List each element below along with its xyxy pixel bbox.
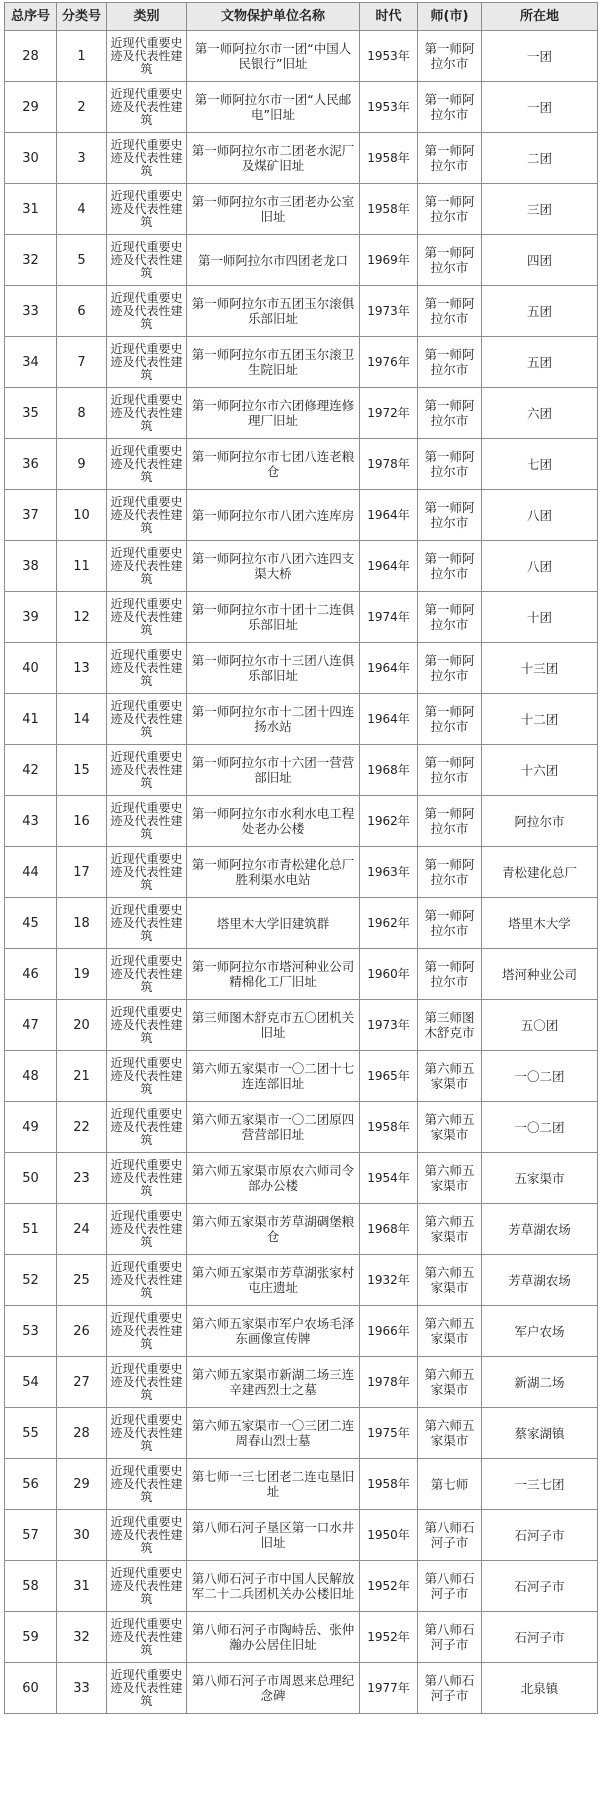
location-cell: 石河子市 (482, 1561, 598, 1612)
era-cell: 1972年 (360, 388, 418, 439)
total-number-cell: 28 (5, 31, 57, 82)
category-cell: 近现代重要史迹及代表性建筑 (107, 184, 187, 235)
site-name-cell: 第八师石河子市中国人民解放军二十二兵团机关办公楼旧址 (187, 1561, 360, 1612)
division-cell: 第六师五家渠市 (418, 1204, 482, 1255)
category-cell: 近现代重要史迹及代表性建筑 (107, 1612, 187, 1663)
category-number-cell: 25 (57, 1255, 107, 1306)
site-name-cell: 第六师五家渠市一〇二团十七连连部旧址 (187, 1051, 360, 1102)
location-cell: 四团 (482, 235, 598, 286)
site-name-cell: 第一师阿拉尔市八团六连库房 (187, 490, 360, 541)
total-number-cell: 43 (5, 796, 57, 847)
category-number-cell: 31 (57, 1561, 107, 1612)
category-cell: 近现代重要史迹及代表性建筑 (107, 592, 187, 643)
era-cell: 1952年 (360, 1561, 418, 1612)
site-name-cell: 第八师石河子市周恩来总理纪念碑 (187, 1663, 360, 1714)
location-cell: 芳草湖农场 (482, 1255, 598, 1306)
category-cell: 近现代重要史迹及代表性建筑 (107, 796, 187, 847)
table-header (5, 3, 598, 31)
division-cell: 第一师阿拉尔市 (418, 133, 482, 184)
division-cell: 第一师阿拉尔市 (418, 541, 482, 592)
table-row (5, 1000, 598, 1051)
location-cell: 二团 (482, 133, 598, 184)
location-cell: 塔里木大学 (482, 898, 598, 949)
location-cell: 一〇二团 (482, 1051, 598, 1102)
site-name-cell: 第三师图木舒克市五〇团机关旧址 (187, 1000, 360, 1051)
category-cell: 近现代重要史迹及代表性建筑 (107, 1561, 187, 1612)
division-cell: 第六师五家渠市 (418, 1408, 482, 1459)
era-cell: 1958年 (360, 1459, 418, 1510)
division-cell: 第六师五家渠市 (418, 1306, 482, 1357)
total-number-cell: 44 (5, 847, 57, 898)
category-number-cell: 4 (57, 184, 107, 235)
total-number-cell: 35 (5, 388, 57, 439)
location-cell: 一团 (482, 31, 598, 82)
total-number-cell: 32 (5, 235, 57, 286)
table-row (5, 1663, 598, 1714)
division-cell: 第八师石河子市 (418, 1663, 482, 1714)
table-row (5, 133, 598, 184)
location-cell: 七团 (482, 439, 598, 490)
table-row (5, 1204, 598, 1255)
total-number-cell: 41 (5, 694, 57, 745)
table-row (5, 643, 598, 694)
location-cell: 十二团 (482, 694, 598, 745)
location-cell: 阿拉尔市 (482, 796, 598, 847)
total-number-cell: 48 (5, 1051, 57, 1102)
category-cell: 近现代重要史迹及代表性建筑 (107, 1357, 187, 1408)
era-cell: 1976年 (360, 337, 418, 388)
total-number-cell: 31 (5, 184, 57, 235)
location-cell: 五团 (482, 337, 598, 388)
total-number-cell: 38 (5, 541, 57, 592)
division-cell: 第六师五家渠市 (418, 1051, 482, 1102)
site-name-cell: 第一师阿拉尔市塔河种业公司精棉化工厂旧址 (187, 949, 360, 1000)
era-cell: 1964年 (360, 643, 418, 694)
category-cell: 近现代重要史迹及代表性建筑 (107, 694, 187, 745)
category-number-cell: 18 (57, 898, 107, 949)
category-number-cell: 15 (57, 745, 107, 796)
location-cell: 六团 (482, 388, 598, 439)
era-cell: 1978年 (360, 439, 418, 490)
era-cell: 1978年 (360, 1357, 418, 1408)
era-cell: 1958年 (360, 184, 418, 235)
category-number-cell: 11 (57, 541, 107, 592)
table-row (5, 1153, 598, 1204)
division-cell: 第八师石河子市 (418, 1612, 482, 1663)
site-name-cell: 第一师阿拉尔市五团玉尔滚俱乐部旧址 (187, 286, 360, 337)
total-number-cell: 57 (5, 1510, 57, 1561)
table-row (5, 31, 598, 82)
location-cell: 芳草湖农场 (482, 1204, 598, 1255)
era-cell: 1974年 (360, 592, 418, 643)
category-number-cell: 32 (57, 1612, 107, 1663)
category-number-cell: 28 (57, 1408, 107, 1459)
category-number-cell: 26 (57, 1306, 107, 1357)
total-number-cell: 50 (5, 1153, 57, 1204)
era-cell: 1958年 (360, 1102, 418, 1153)
site-name-cell: 第一师阿拉尔市一团“中国人民银行”旧址 (187, 31, 360, 82)
category-cell: 近现代重要史迹及代表性建筑 (107, 847, 187, 898)
division-cell: 第一师阿拉尔市 (418, 490, 482, 541)
total-number-cell: 54 (5, 1357, 57, 1408)
location-cell: 十团 (482, 592, 598, 643)
location-cell: 军户农场 (482, 1306, 598, 1357)
site-name-cell: 第六师五家渠市芳草湖张家村屯庄遗址 (187, 1255, 360, 1306)
category-cell: 近现代重要史迹及代表性建筑 (107, 1663, 187, 1714)
era-cell: 1932年 (360, 1255, 418, 1306)
category-number-cell: 3 (57, 133, 107, 184)
site-name-cell: 第六师五家渠市新湖二场三连辛建西烈士之墓 (187, 1357, 360, 1408)
era-cell: 1966年 (360, 1306, 418, 1357)
division-cell: 第一师阿拉尔市 (418, 898, 482, 949)
site-name-cell: 第六师五家渠市一〇三团二连周春山烈士墓 (187, 1408, 360, 1459)
total-number-cell: 60 (5, 1663, 57, 1714)
table-row (5, 439, 598, 490)
location-cell: 一〇二团 (482, 1102, 598, 1153)
category-cell: 近现代重要史迹及代表性建筑 (107, 949, 187, 1000)
header-location: 所在地 (482, 3, 598, 31)
category-number-cell: 10 (57, 490, 107, 541)
division-cell: 第六师五家渠市 (418, 1255, 482, 1306)
era-cell: 1963年 (360, 847, 418, 898)
table-row (5, 949, 598, 1000)
location-cell: 一三七团 (482, 1459, 598, 1510)
site-name-cell: 第一师阿拉尔市青松建化总厂胜利渠水电站 (187, 847, 360, 898)
category-number-cell: 27 (57, 1357, 107, 1408)
era-cell: 1964年 (360, 541, 418, 592)
total-number-cell: 51 (5, 1204, 57, 1255)
total-number-cell: 59 (5, 1612, 57, 1663)
table-row (5, 898, 598, 949)
location-cell: 十六团 (482, 745, 598, 796)
category-number-cell: 33 (57, 1663, 107, 1714)
table-row (5, 184, 598, 235)
site-name-cell: 第一师阿拉尔市八团六连四支渠大桥 (187, 541, 360, 592)
division-cell: 第一师阿拉尔市 (418, 286, 482, 337)
division-cell: 第一师阿拉尔市 (418, 82, 482, 133)
category-cell: 近现代重要史迹及代表性建筑 (107, 1102, 187, 1153)
table-row (5, 847, 598, 898)
category-cell: 近现代重要史迹及代表性建筑 (107, 1459, 187, 1510)
site-name-cell: 第六师五家渠市芳草湖碉堡粮仓 (187, 1204, 360, 1255)
table-row (5, 1459, 598, 1510)
location-cell: 石河子市 (482, 1612, 598, 1663)
total-number-cell: 49 (5, 1102, 57, 1153)
site-name-cell: 第一师阿拉尔市水利水电工程处老办公楼 (187, 796, 360, 847)
era-cell: 1968年 (360, 1204, 418, 1255)
category-number-cell: 1 (57, 31, 107, 82)
location-cell: 塔河种业公司 (482, 949, 598, 1000)
table-body (5, 31, 598, 1714)
total-number-cell: 34 (5, 337, 57, 388)
table-row (5, 694, 598, 745)
category-number-cell: 6 (57, 286, 107, 337)
category-number-cell: 2 (57, 82, 107, 133)
era-cell: 1953年 (360, 82, 418, 133)
category-cell: 近现代重要史迹及代表性建筑 (107, 643, 187, 694)
location-cell: 青松建化总厂 (482, 847, 598, 898)
location-cell: 蔡家湖镇 (482, 1408, 598, 1459)
division-cell: 第一师阿拉尔市 (418, 847, 482, 898)
division-cell: 第一师阿拉尔市 (418, 439, 482, 490)
category-number-cell: 24 (57, 1204, 107, 1255)
total-number-cell: 42 (5, 745, 57, 796)
location-cell: 五团 (482, 286, 598, 337)
total-number-cell: 40 (5, 643, 57, 694)
era-cell: 1954年 (360, 1153, 418, 1204)
era-cell: 1953年 (360, 31, 418, 82)
category-number-cell: 14 (57, 694, 107, 745)
site-name-cell: 第六师五家渠市原农六师司令部办公楼 (187, 1153, 360, 1204)
era-cell: 1968年 (360, 745, 418, 796)
era-cell: 1964年 (360, 694, 418, 745)
header-era: 时代 (360, 3, 418, 31)
site-name-cell: 塔里木大学旧建筑群 (187, 898, 360, 949)
location-cell: 石河子市 (482, 1510, 598, 1561)
site-name-cell: 第一师阿拉尔市二团老水泥厂及煤矿旧址 (187, 133, 360, 184)
total-number-cell: 47 (5, 1000, 57, 1051)
era-cell: 1969年 (360, 235, 418, 286)
category-number-cell: 21 (57, 1051, 107, 1102)
era-cell: 1962年 (360, 898, 418, 949)
category-cell: 近现代重要史迹及代表性建筑 (107, 745, 187, 796)
division-cell: 第一师阿拉尔市 (418, 949, 482, 1000)
total-number-cell: 39 (5, 592, 57, 643)
category-number-cell: 12 (57, 592, 107, 643)
total-number-cell: 46 (5, 949, 57, 1000)
header-category-number: 分类号 (57, 3, 107, 31)
era-cell: 1973年 (360, 286, 418, 337)
location-cell: 北泉镇 (482, 1663, 598, 1714)
category-number-cell: 23 (57, 1153, 107, 1204)
total-number-cell: 55 (5, 1408, 57, 1459)
division-cell: 第六师五家渠市 (418, 1357, 482, 1408)
site-name-cell: 第一师阿拉尔市七团八连老粮仓 (187, 439, 360, 490)
category-cell: 近现代重要史迹及代表性建筑 (107, 235, 187, 286)
era-cell: 1962年 (360, 796, 418, 847)
era-cell: 1964年 (360, 490, 418, 541)
category-number-cell: 5 (57, 235, 107, 286)
category-cell: 近现代重要史迹及代表性建筑 (107, 31, 187, 82)
division-cell: 第一师阿拉尔市 (418, 745, 482, 796)
category-number-cell: 13 (57, 643, 107, 694)
table-row (5, 1612, 598, 1663)
table-row (5, 796, 598, 847)
category-cell: 近现代重要史迹及代表性建筑 (107, 1306, 187, 1357)
site-name-cell: 第六师五家渠市军户农场毛泽东画像宣传牌 (187, 1306, 360, 1357)
location-cell: 五〇团 (482, 1000, 598, 1051)
category-cell: 近现代重要史迹及代表性建筑 (107, 337, 187, 388)
site-name-cell: 第八师石河子市陶峙岳、张仲瀚办公居住旧址 (187, 1612, 360, 1663)
table-row (5, 82, 598, 133)
category-number-cell: 19 (57, 949, 107, 1000)
location-cell: 八团 (482, 490, 598, 541)
category-cell: 近现代重要史迹及代表性建筑 (107, 1408, 187, 1459)
total-number-cell: 33 (5, 286, 57, 337)
category-cell: 近现代重要史迹及代表性建筑 (107, 388, 187, 439)
total-number-cell: 58 (5, 1561, 57, 1612)
header-row (5, 3, 598, 31)
location-cell: 五家渠市 (482, 1153, 598, 1204)
header-site-name: 文物保护单位名称 (187, 3, 360, 31)
category-cell: 近现代重要史迹及代表性建筑 (107, 1051, 187, 1102)
table-row (5, 745, 598, 796)
category-number-cell: 22 (57, 1102, 107, 1153)
division-cell: 第一师阿拉尔市 (418, 796, 482, 847)
table-row (5, 1051, 598, 1102)
category-cell: 近现代重要史迹及代表性建筑 (107, 541, 187, 592)
division-cell: 第七师 (418, 1459, 482, 1510)
category-number-cell: 17 (57, 847, 107, 898)
site-name-cell: 第一师阿拉尔市六团修理连修理厂旧址 (187, 388, 360, 439)
header-total-number: 总序号 (5, 3, 57, 31)
table-row (5, 1255, 598, 1306)
category-cell: 近现代重要史迹及代表性建筑 (107, 1153, 187, 1204)
total-number-cell: 29 (5, 82, 57, 133)
category-number-cell: 16 (57, 796, 107, 847)
category-number-cell: 30 (57, 1510, 107, 1561)
site-name-cell: 第一师阿拉尔市四团老龙口 (187, 235, 360, 286)
division-cell: 第八师石河子市 (418, 1561, 482, 1612)
category-cell: 近现代重要史迹及代表性建筑 (107, 1510, 187, 1561)
category-cell: 近现代重要史迹及代表性建筑 (107, 439, 187, 490)
total-number-cell: 53 (5, 1306, 57, 1357)
site-name-cell: 第一师阿拉尔市十六团一营营部旧址 (187, 745, 360, 796)
era-cell: 1965年 (360, 1051, 418, 1102)
table-row (5, 388, 598, 439)
category-cell: 近现代重要史迹及代表性建筑 (107, 490, 187, 541)
category-number-cell: 8 (57, 388, 107, 439)
total-number-cell: 52 (5, 1255, 57, 1306)
table-row (5, 592, 598, 643)
header-category: 类别 (107, 3, 187, 31)
division-cell: 第一师阿拉尔市 (418, 388, 482, 439)
site-name-cell: 第八师石河子垦区第一口水井旧址 (187, 1510, 360, 1561)
site-name-cell: 第一师阿拉尔市十三团八连俱乐部旧址 (187, 643, 360, 694)
category-number-cell: 20 (57, 1000, 107, 1051)
category-cell: 近现代重要史迹及代表性建筑 (107, 1000, 187, 1051)
site-name-cell: 第七师一三七团老二连屯垦旧址 (187, 1459, 360, 1510)
site-name-cell: 第六师五家渠市一〇二团原四营营部旧址 (187, 1102, 360, 1153)
division-cell: 第一师阿拉尔市 (418, 337, 482, 388)
category-cell: 近现代重要史迹及代表性建筑 (107, 1255, 187, 1306)
site-name-cell: 第一师阿拉尔市三团老办公室旧址 (187, 184, 360, 235)
location-cell: 八团 (482, 541, 598, 592)
total-number-cell: 36 (5, 439, 57, 490)
division-cell: 第一师阿拉尔市 (418, 694, 482, 745)
table-row (5, 1102, 598, 1153)
era-cell: 1950年 (360, 1510, 418, 1561)
era-cell: 1960年 (360, 949, 418, 1000)
era-cell: 1975年 (360, 1408, 418, 1459)
total-number-cell: 45 (5, 898, 57, 949)
table-row (5, 286, 598, 337)
header-division: 师(市) (418, 3, 482, 31)
site-name-cell: 第一师阿拉尔市一团“人民邮电”旧址 (187, 82, 360, 133)
site-name-cell: 第一师阿拉尔市十团十二连俱乐部旧址 (187, 592, 360, 643)
division-cell: 第八师石河子市 (418, 1510, 482, 1561)
category-number-cell: 7 (57, 337, 107, 388)
location-cell: 三团 (482, 184, 598, 235)
category-number-cell: 9 (57, 439, 107, 490)
table-row (5, 1306, 598, 1357)
division-cell: 第一师阿拉尔市 (418, 235, 482, 286)
division-cell: 第一师阿拉尔市 (418, 592, 482, 643)
category-cell: 近现代重要史迹及代表性建筑 (107, 82, 187, 133)
division-cell: 第一师阿拉尔市 (418, 31, 482, 82)
category-number-cell: 29 (57, 1459, 107, 1510)
era-cell: 1973年 (360, 1000, 418, 1051)
category-cell: 近现代重要史迹及代表性建筑 (107, 898, 187, 949)
division-cell: 第三师图木舒克市 (418, 1000, 482, 1051)
division-cell: 第一师阿拉尔市 (418, 184, 482, 235)
era-cell: 1977年 (360, 1663, 418, 1714)
table-row (5, 337, 598, 388)
table-row (5, 541, 598, 592)
category-cell: 近现代重要史迹及代表性建筑 (107, 1204, 187, 1255)
era-cell: 1958年 (360, 133, 418, 184)
total-number-cell: 56 (5, 1459, 57, 1510)
heritage-table (4, 2, 598, 1714)
location-cell: 新湖二场 (482, 1357, 598, 1408)
location-cell: 十三团 (482, 643, 598, 694)
division-cell: 第六师五家渠市 (418, 1153, 482, 1204)
table-row (5, 1357, 598, 1408)
total-number-cell: 37 (5, 490, 57, 541)
site-name-cell: 第一师阿拉尔市五团玉尔滚卫生院旧址 (187, 337, 360, 388)
division-cell: 第六师五家渠市 (418, 1102, 482, 1153)
total-number-cell: 30 (5, 133, 57, 184)
table-row (5, 490, 598, 541)
location-cell: 一团 (482, 82, 598, 133)
table-row (5, 235, 598, 286)
table-row (5, 1561, 598, 1612)
division-cell: 第一师阿拉尔市 (418, 643, 482, 694)
era-cell: 1952年 (360, 1612, 418, 1663)
category-cell: 近现代重要史迹及代表性建筑 (107, 133, 187, 184)
table-row (5, 1510, 598, 1561)
site-name-cell: 第一师阿拉尔市十二团十四连扬水站 (187, 694, 360, 745)
category-cell: 近现代重要史迹及代表性建筑 (107, 286, 187, 337)
table-row (5, 1408, 598, 1459)
